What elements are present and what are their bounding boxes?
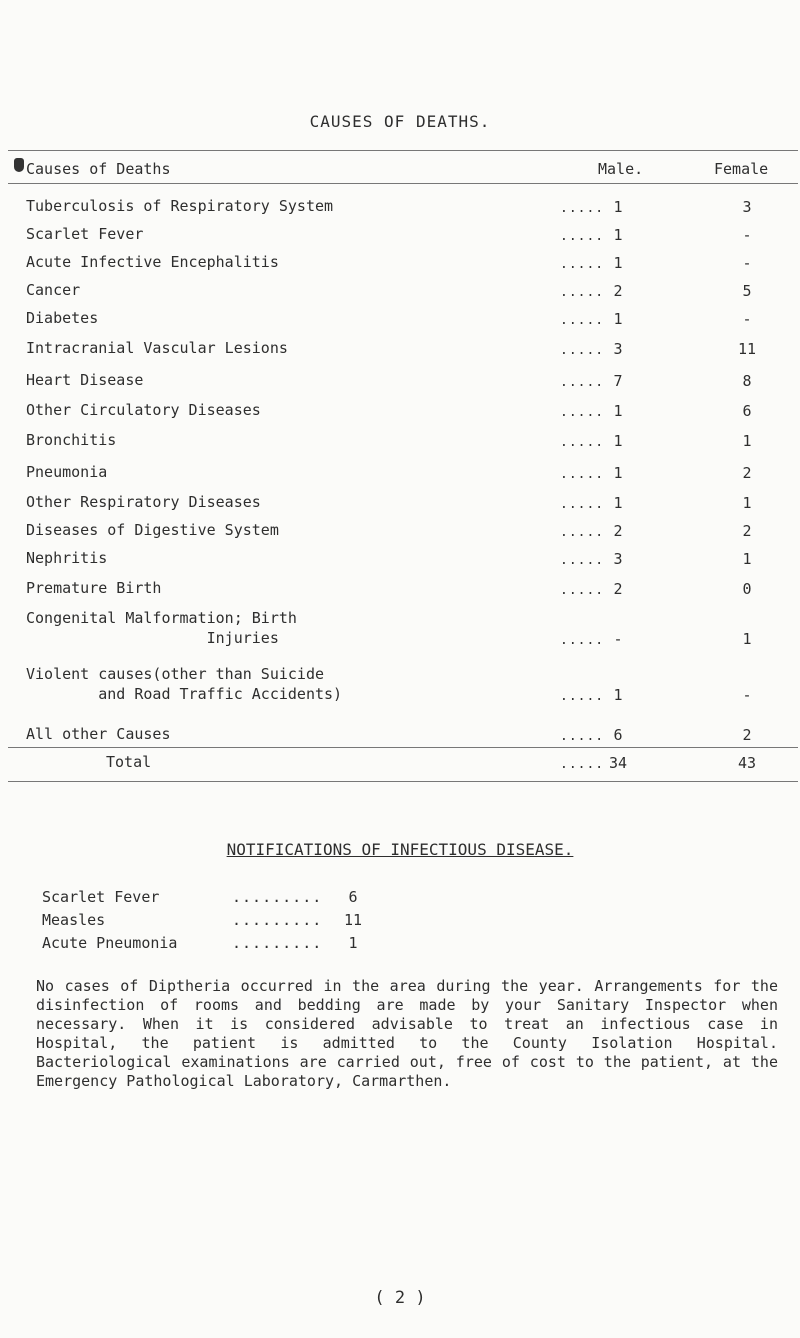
dot-leader: ..... xyxy=(560,229,605,244)
table-row xyxy=(0,514,800,542)
dot-leader: ......... xyxy=(232,911,323,929)
header-male: Male. xyxy=(598,160,644,178)
table-row xyxy=(0,486,800,514)
female-count: 5 xyxy=(742,282,752,300)
total-row xyxy=(0,746,800,774)
dot-leader: ..... xyxy=(560,729,605,744)
disease-label: Acute Pneumonia xyxy=(42,934,178,952)
table-row xyxy=(0,394,800,422)
table-row xyxy=(0,424,800,452)
dot-leader: ..... xyxy=(560,435,605,450)
male-count: 1 xyxy=(613,254,623,272)
table-bottom-rule xyxy=(8,781,798,782)
disease-count: 6 xyxy=(348,888,358,906)
table-row xyxy=(0,658,800,706)
female-count: 2 xyxy=(742,522,752,540)
page-title: CAUSES OF DEATHS. xyxy=(309,112,491,131)
male-count: 1 xyxy=(613,198,623,216)
disease-label: Measles xyxy=(42,911,106,929)
dot-leader: ..... xyxy=(560,467,605,482)
cause-label: Premature Birth xyxy=(26,579,162,597)
table-row xyxy=(0,246,800,274)
list-item xyxy=(42,911,442,933)
disease-count: 11 xyxy=(343,911,363,929)
dot-leader: ..... xyxy=(560,553,605,568)
table-top-rule xyxy=(8,150,798,151)
disease-count: 1 xyxy=(348,934,358,952)
female-count: - xyxy=(742,226,752,244)
dot-leader: ..... xyxy=(560,583,605,598)
female-count: 2 xyxy=(742,464,752,482)
table-row xyxy=(0,572,800,600)
female-count: - xyxy=(742,254,752,272)
header-female: Female xyxy=(714,160,769,178)
dot-leader: ..... xyxy=(560,757,605,772)
dot-leader: ..... xyxy=(560,201,605,216)
dot-leader: ..... xyxy=(560,343,605,358)
cause-label: Scarlet Fever xyxy=(26,225,144,243)
male-count: 1 xyxy=(613,432,623,450)
dot-leader: ..... xyxy=(560,633,605,648)
notifications-title: NOTIFICATIONS OF INFECTIOUS DISEASE. xyxy=(226,840,574,859)
male-count: 1 xyxy=(613,310,623,328)
cause-label: Bronchitis xyxy=(26,431,117,449)
header-causes: Causes of Deaths xyxy=(26,160,171,178)
male-count: 3 xyxy=(613,550,623,568)
female-count: 11 xyxy=(737,340,757,358)
female-count: 6 xyxy=(742,402,752,420)
female-count: 2 xyxy=(742,726,752,744)
male-count: 2 xyxy=(613,522,623,540)
list-item xyxy=(42,888,442,910)
male-count: 6 xyxy=(613,726,623,744)
dot-leader: ..... xyxy=(560,405,605,420)
table-row xyxy=(0,274,800,302)
page-number: ( 2 ) xyxy=(374,1288,426,1308)
female-count: 1 xyxy=(742,432,752,450)
male-count: 2 xyxy=(613,580,623,598)
male-count: 3 xyxy=(613,340,623,358)
female-count: 1 xyxy=(742,494,752,512)
cause-label: Diabetes xyxy=(26,309,99,327)
male-count: 1 xyxy=(613,226,623,244)
table-row xyxy=(0,364,800,392)
table-row xyxy=(0,302,800,330)
table-row xyxy=(0,456,800,484)
male-count: 1 xyxy=(613,494,623,512)
female-count: 1 xyxy=(742,630,752,648)
cause-label: Congenital Malformation; Birth Injuries xyxy=(26,609,297,647)
male-count: 7 xyxy=(613,372,623,390)
total-label: Total xyxy=(106,753,152,771)
cause-label: Cancer xyxy=(26,281,81,299)
table-row xyxy=(0,218,800,246)
table-row xyxy=(0,602,800,650)
male-count: 1 xyxy=(613,464,623,482)
female-count: 1 xyxy=(742,550,752,568)
list-item xyxy=(42,934,442,956)
dot-leader: ......... xyxy=(232,888,323,906)
male-count: 1 xyxy=(613,686,623,704)
dot-leader: ..... xyxy=(560,375,605,390)
dot-leader: ..... xyxy=(560,689,605,704)
dot-leader: ..... xyxy=(560,313,605,328)
dot-leader: ..... xyxy=(560,525,605,540)
cause-label: All other Causes xyxy=(26,725,171,743)
total-male: 34 xyxy=(608,754,628,772)
cause-label: Nephritis xyxy=(26,549,108,567)
female-count: - xyxy=(742,686,752,704)
female-count: 3 xyxy=(742,198,752,216)
dot-leader: ......... xyxy=(232,934,323,952)
dot-leader: ..... xyxy=(560,257,605,272)
dot-leader: ..... xyxy=(560,285,605,300)
female-count: 8 xyxy=(742,372,752,390)
table-row xyxy=(0,718,800,746)
dot-leader: ..... xyxy=(560,497,605,512)
cause-label: Other Respiratory Diseases xyxy=(26,493,261,511)
ink-mark xyxy=(14,158,24,172)
cause-label: Other Circulatory Diseases xyxy=(26,401,261,419)
disease-label: Scarlet Fever xyxy=(42,888,160,906)
female-count: 0 xyxy=(742,580,752,598)
header-rule xyxy=(8,183,798,184)
cause-label: Pneumonia xyxy=(26,463,108,481)
total-female: 43 xyxy=(737,754,757,772)
male-count: - xyxy=(613,630,623,648)
cause-label: Tuberculosis of Respiratory System xyxy=(26,197,334,215)
cause-label: Violent causes(other than Suicide and Road Traffic Accidents) xyxy=(26,665,343,703)
table-row xyxy=(0,542,800,570)
male-count: 2 xyxy=(613,282,623,300)
notifications-paragraph: No cases of Diptheria occurred in the area during the year. Arrangements for the disinfection of rooms and bedding are made by your Sanitary Inspector when necessary. When it is considered advisable to treat an infectious case in Hospital, the patient is admitted to the County Isolation Hospital. Bacteriological examinations are carried out, free of cost to the patient, at the Emergency Pathological Laboratory, Carmarthen. xyxy=(36,977,778,1090)
cause-label: Intracranial Vascular Lesions xyxy=(26,339,288,357)
female-count: - xyxy=(742,310,752,328)
table-row xyxy=(0,190,800,218)
cause-label: Diseases of Digestive System xyxy=(26,521,279,539)
male-count: 1 xyxy=(613,402,623,420)
cause-label: Heart Disease xyxy=(26,371,144,389)
table-row xyxy=(0,332,800,360)
cause-label: Acute Infective Encephalitis xyxy=(26,253,279,271)
